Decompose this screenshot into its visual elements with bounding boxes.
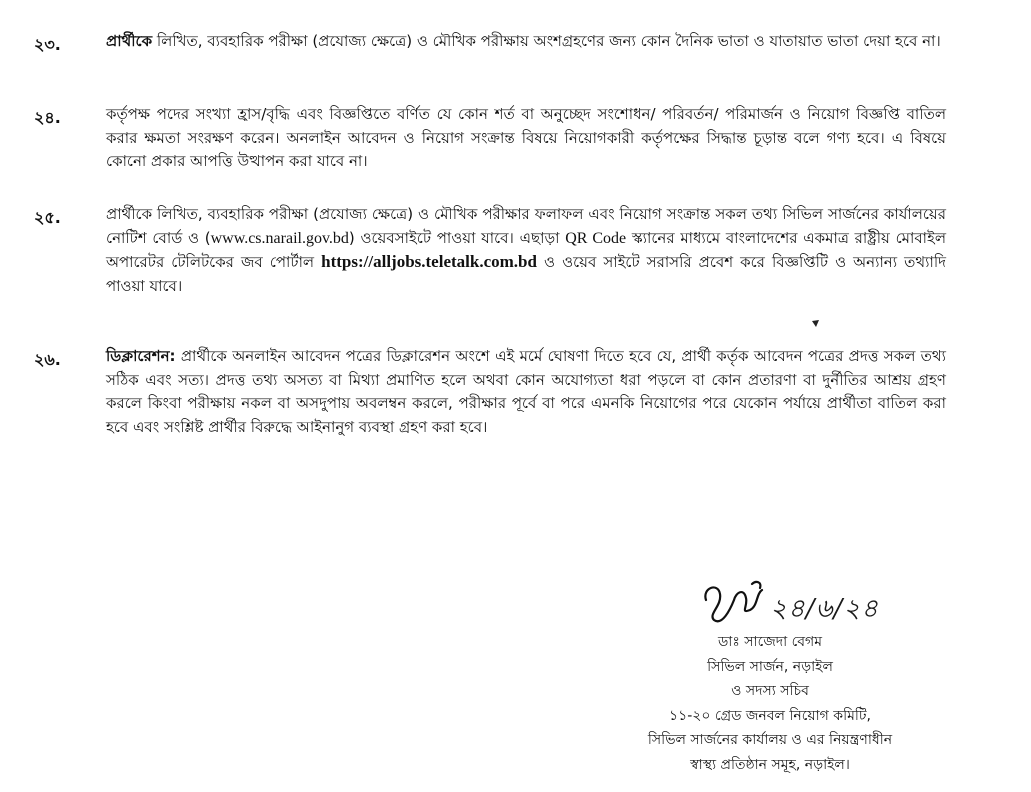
clause-body: কর্তৃপক্ষ পদের সংখ্যা হ্রাস/বৃদ্ধি এবং বিজ্ঞপ্তিতে বর্ণিত যে কোন শর্ত বা অনুচ্ছেদ সংশোধন/ পরিবর্তন/ পরিমার্জন ও নিয়োগ বিজ্ঞপ্তি বাতিল করার ক্ষমতা সংরক্ষণ করেন। অনলাইন আবেদন ও নিয়োগ সংক্রান্ত বিষয়ে নিয়োগকারী কর্তৃপক্ষের সিদ্ধান্ত চূড়ান্ত বলে গণ্য হবে। এ বিষয়ে কোনো প্রকার আপত্তি উত্থাপন করা যাবে না। <box>106 105 946 170</box>
clause-text <box>106 103 946 174</box>
signature-scribble <box>700 570 780 630</box>
clause-body-part: স্ক্যানের মাধ্যমে বাংলাদেশের একমাত্র রাষ্ট্রীয় মোবাইল অপারেটর টেলিটকের জব পোর্টাল <box>106 228 947 271</box>
clause-text <box>106 30 946 54</box>
signature-date: ২৪/৬/২৪ <box>770 594 879 624</box>
clause-body: প্রার্থীকে অনলাইন আবেদন পত্রের ডিক্লারেশন অংশে এই মর্মে ঘোষণা দিতে হবে যে, প্রার্থী কর্তৃক আবেদন পত্রের প্রদত্ত সকল তথ্য সঠিক এবং সত্য। প্রদত্ত তথ্য অসত্য বা মিথ্যা প্রমাণিত হলে অথবা কোন অযোগ্যতা ধরা পড়লে বা কোন প্রতারণা বা দুর্নীতির আশ্রয় গ্রহণ করলে কিংবা পরীক্ষায় নকল বা অসদুপায় অবলম্বন করলে, পরীক্ষার পূর্বে বা পরে এমনকি নিয়োগের পরে যেকোন পর্যায়ে প্রার্থীতা বাতিল করা হবে এবং সংশ্লিষ্ট প্রার্থীর বিরুদ্ধে আইনানুগ ব্যবস্থা গ্রহণ করা হবে। <box>106 347 946 436</box>
clause-body: লিখিত, ব্যবহারিক পরীক্ষা (প্রযোজ্য ক্ষেত্রে) ও মৌখিক পরীক্ষায় অংশগ্রহণের জন্য কোন দৈনিক ভাতা ও যাতায়াত ভাতা দেয়া হবে না। <box>152 32 941 50</box>
institutions-name: স্বাস্থ্য প্রতিষ্ঠান সমূহ, নড়াইল। <box>690 756 850 773</box>
signatory-name: ডাঃ সাজেদা বেগম <box>717 634 823 650</box>
office-name: সিভিল সার্জনের কার্যালয় ও এর নিয়ন্ত্রণাধীন <box>647 732 893 748</box>
clause-text <box>106 345 946 439</box>
clause-body-part: ) ওয়েবসাইটে পাওয়া যাবে। এছাড়া <box>348 228 566 247</box>
pen-mark <box>812 320 820 328</box>
clause-lead: ডিক্লারেশন: <box>106 347 176 365</box>
signature-block <box>600 560 940 790</box>
clause-number: ২৪. <box>34 108 61 127</box>
clause-body-part: প্রার্থীকে লিখিত, ব্যবহারিক পরীক্ষা (প্রযোজ্য ক্ষেত্রে) ও মৌখিক পরীক্ষার ফলাফল এবং নিয়োগ সংক্রান্ত সকল তথ্য সিভিল সার্জনের কার্যালয়ের নোটিশ বোর্ড ও ( <box>106 205 947 247</box>
clause-body-part: ও ওয়েব সাইটে সরাসরি প্রবেশ করে বিজ্ঞপ্তিটি ও অন্যান্য তথ্যাদি পাওয়া যাবে। <box>106 253 946 295</box>
job-portal-link[interactable]: https://alljobs.teletalk.com.bd <box>321 252 537 271</box>
clause-number: ২৩. <box>34 35 61 54</box>
clause-number: ২৬. <box>34 350 61 369</box>
signatory-designation: সিভিল সার্জন, নড়াইল <box>707 658 833 675</box>
clause-lead: প্রার্থীকে <box>106 32 153 50</box>
clause-text <box>106 203 946 298</box>
committee-name: ১১-২০ গ্রেড জনবল নিয়োগ কমিটি, <box>669 707 871 724</box>
signatory-details <box>600 630 940 777</box>
clause-number: ২৫. <box>34 208 61 227</box>
qr-code-label: QR Code <box>565 229 627 247</box>
website-link[interactable]: www.cs.narail.gov.bd <box>210 229 349 247</box>
signatory-role: ও সদস্য সচিব <box>731 683 809 699</box>
